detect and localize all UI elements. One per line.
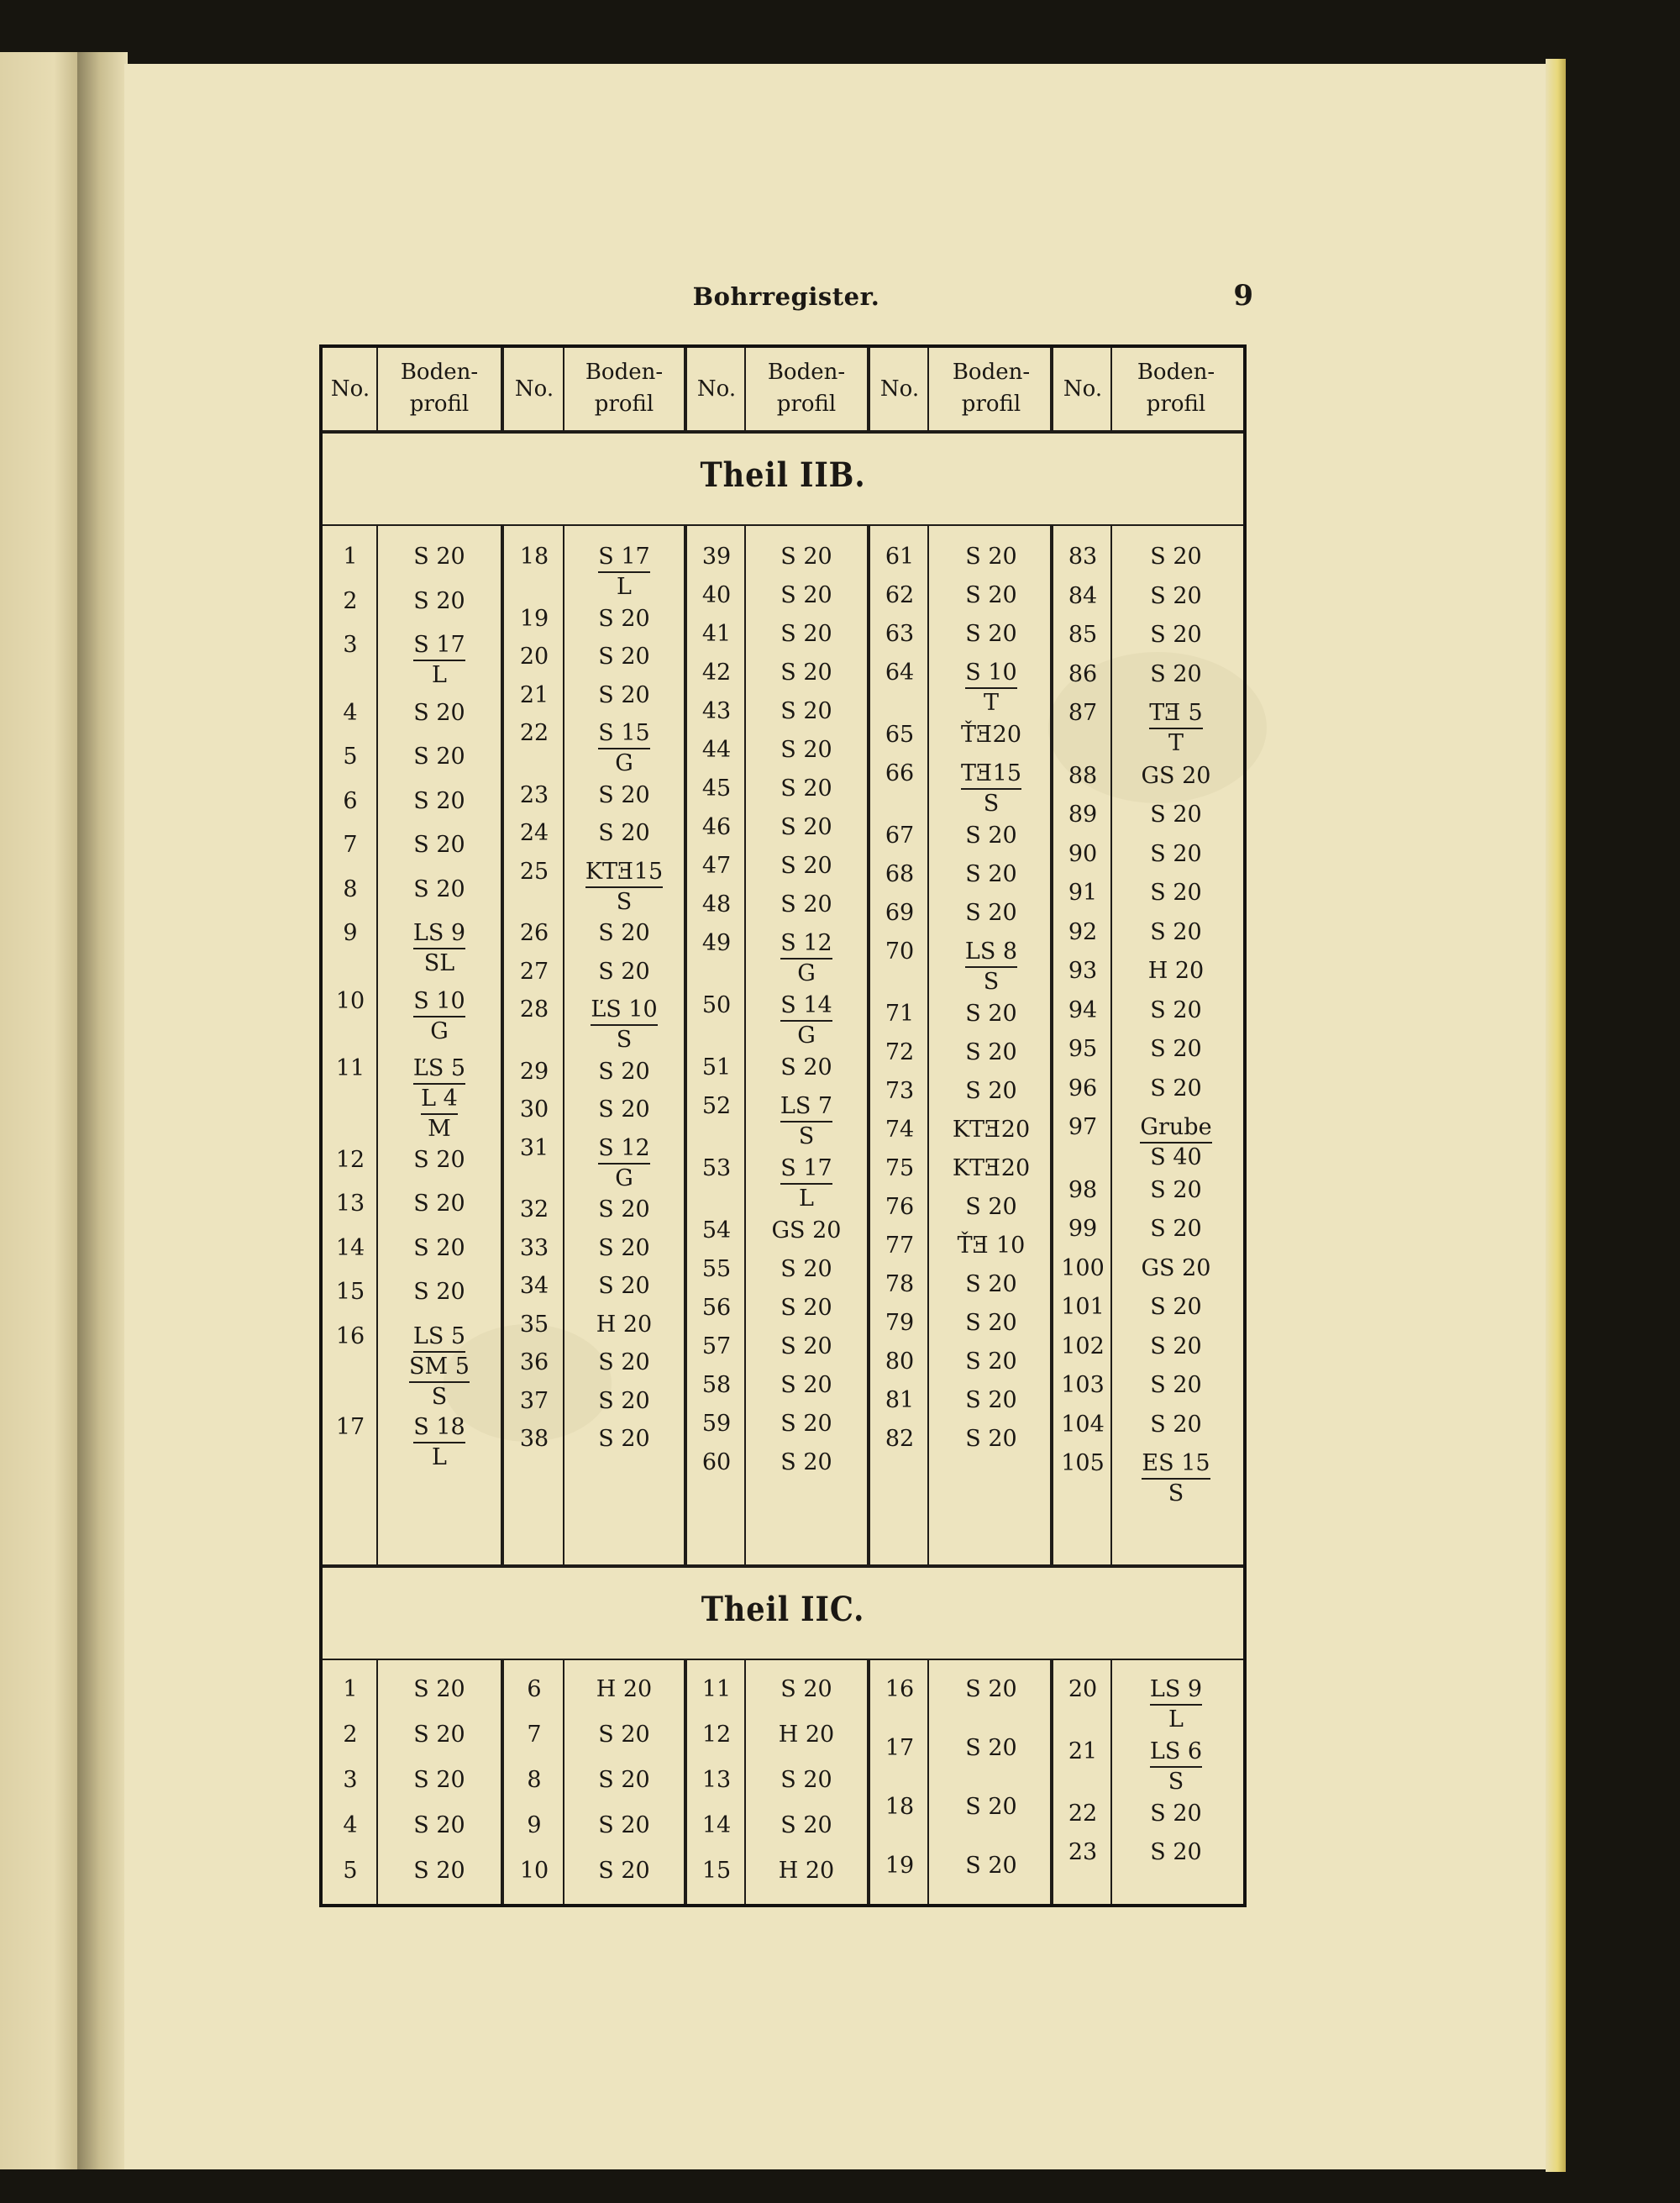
section-title-iib: Theil IIB. [700,455,866,495]
iic-row-number: 3 [343,1767,358,1793]
iib-bodenprofil-value: S 20 [780,776,832,802]
iib-bodenprofil-value: S 20 [965,1039,1017,1065]
iib-row-number: 45 [701,776,732,802]
iib-bodenprofil-value: LS 9 SL [412,920,466,976]
iib-row-number: 60 [701,1449,732,1475]
iib-row-number: 46 [701,814,732,840]
iib-row-number: 4 [343,699,358,726]
iib-bodenprofil-value: S 20 [598,1387,650,1414]
iib-bodenprofil-value: S 20 [598,1058,650,1085]
iib-row-number: 12 [335,1146,365,1173]
iic-bodenprofil-value: S 20 [1150,1801,1202,1827]
iib-bodenprofil-value: S 20 [780,891,832,917]
iib-bodenprofil-value: S 20 [413,875,465,902]
iib-row-number: 9 [343,920,358,946]
iib-bodenprofil-value: S 20 [598,1426,650,1452]
iib-row-number: 2 [343,587,358,614]
iib-bodenprofil-value: S 20 [965,1387,1017,1413]
iib-row-number: 18 [519,544,549,570]
iib-row-number: 80 [885,1349,915,1375]
iib-row-number: 33 [519,1234,549,1261]
iib-bodenprofil-value: S 20 [598,958,650,985]
iib-bodenprofil-value: S 20 [780,660,832,686]
iib-bodenprofil-value: S 20 [598,1349,650,1375]
iib-row-number: 103 [1061,1372,1105,1398]
book-gutter [77,52,128,2169]
iic-bodenprofil-value: S 20 [413,1858,465,1884]
iib-row-number: 49 [701,930,732,956]
iib-bodenprofil-value: S 20 [780,814,832,840]
iib-bodenprofil-value: S 20 [780,1054,832,1080]
iib-bodenprofil-value: Grube S 40 [1140,1114,1212,1170]
iib-bodenprofil-value: S 20 [780,853,832,879]
iib-bodenprofil-value: H 20 [1147,958,1205,984]
iib-bodenprofil-value: S 17 L [413,632,465,688]
iib-row-number: 71 [885,1001,915,1027]
iib-row-number: 43 [701,698,732,724]
iib-bodenprofil-value: S 20 [598,920,650,946]
iib-row-number: 82 [885,1426,915,1452]
iib-row-number: 47 [701,853,732,879]
header-no-2: No. [514,376,554,402]
iib-bodenprofil-value: S 20 [1150,1333,1202,1359]
iic-row-number: 15 [701,1858,732,1884]
iib-bodenprofil-value: GS 20 [1141,762,1211,789]
iib-bodenprofil-value: KTƎ20 [952,1117,1031,1143]
iic-bodenprofil-value: LS 9 L [1149,1676,1203,1732]
iib-row-number: 73 [885,1078,915,1104]
iib-row-number: 51 [701,1054,732,1080]
iib-row-number: 6 [343,787,358,814]
iic-bodenprofil-value: LS 6 S [1149,1738,1203,1795]
iib-row-number: 91 [1068,880,1098,906]
iib-bodenprofil-value: S 20 [1150,1036,1202,1062]
iib-bodenprofil-value: S 20 [413,587,465,614]
iic-bodenprofil-value: S 20 [598,1767,650,1793]
iib-row-number: 54 [701,1217,732,1243]
iib-bodenprofil-value: S 20 [1150,840,1202,867]
iib-bodenprofil-value: S 20 [598,1234,650,1261]
iib-row-number: 52 [701,1093,732,1119]
iib-row-number: 16 [335,1322,365,1349]
iib-bodenprofil-value: S 20 [598,781,650,808]
iib-row-number: 78 [885,1271,915,1297]
iib-row-number: 7 [343,832,358,858]
iib-bodenprofil-value: S 20 [780,1333,832,1359]
iib-row-number: 28 [519,996,549,1023]
iib-row-number: 65 [885,722,915,748]
iib-row-number: 5 [343,744,358,770]
iib-row-number: 36 [519,1349,549,1375]
iic-row-number: 6 [527,1676,542,1702]
iib-row-number: 59 [701,1411,732,1437]
iib-row-number: 3 [343,632,358,658]
iib-row-number: 101 [1061,1294,1105,1320]
iib-row-number: 89 [1068,802,1098,828]
header-no-4: No. [879,376,920,402]
iib-row-number: 15 [335,1279,365,1305]
iib-row-number: 41 [701,621,732,647]
iib-bodenprofil-value: S 20 [598,1096,650,1123]
iic-bodenprofil-value: H 20 [596,1676,653,1702]
iib-row-number: 63 [885,621,915,647]
iic-row-number: 21 [1068,1738,1098,1764]
iic-row-number: 22 [1068,1801,1098,1827]
header-bodenprofil-5: Boden- profil [1137,360,1215,417]
bohrregister-table [319,344,1247,1907]
iib-row-number: 21 [519,681,549,708]
iib-bodenprofil-value: S 20 [1150,622,1202,648]
iib-row-number: 37 [519,1387,549,1414]
iib-bodenprofil-value: S 12 G [780,930,832,986]
iib-bodenprofil-value: S 20 [965,1426,1017,1452]
iib-row-number: 100 [1061,1254,1105,1281]
iib-bodenprofil-value: S 20 [413,744,465,770]
iib-row-number: 75 [885,1155,915,1181]
iic-bodenprofil-value: S 20 [413,1767,465,1793]
iib-bodenprofil-value: S 10 T [965,660,1017,716]
iib-row-number: 94 [1068,996,1098,1023]
header-bodenprofil-2: Boden- profil [585,360,664,417]
iib-row-number: 105 [1061,1450,1105,1476]
iib-bodenprofil-value: S 20 [1150,802,1202,828]
iib-bodenprofil-value: ES 15 S [1142,1450,1210,1506]
iic-bodenprofil-value: H 20 [778,1722,835,1748]
iib-row-number: 104 [1061,1411,1105,1438]
page-header [319,279,1253,316]
iib-bodenprofil-value: GS 20 [1141,1254,1211,1281]
page-number: 9 [1233,279,1253,313]
iib-row-number: 62 [885,582,915,608]
iib-bodenprofil-value: ŤƎ 10 [957,1233,1026,1259]
iib-row-number: 96 [1068,1075,1098,1102]
iic-row-number: 9 [527,1812,542,1838]
iib-row-number: 31 [519,1134,549,1161]
iib-bodenprofil-value: S 17 L [780,1155,832,1212]
iic-row-number: 16 [885,1676,915,1702]
iib-row-number: 8 [343,875,358,902]
iib-row-number: 99 [1068,1216,1098,1242]
iib-row-number: 25 [519,858,549,885]
iib-row-number: 19 [519,605,549,632]
iib-row-number: 92 [1068,918,1098,945]
iib-row-number: 86 [1068,660,1098,687]
iib-row-number: 23 [519,781,549,808]
iib-row-number: 56 [701,1295,732,1321]
iib-row-number: 13 [335,1191,365,1217]
iib-bodenprofil-value: S 20 [780,1449,832,1475]
iib-bodenprofil-value: S 20 [780,737,832,763]
iic-row-number: 10 [519,1858,549,1884]
iib-row-number: 1 [343,544,358,570]
iib-bodenprofil-value: S 20 [1150,996,1202,1023]
iib-row-number: 10 [335,987,365,1014]
iib-bodenprofil-value: S 20 [413,832,465,858]
iib-bodenprofil-value: S 20 [413,1279,465,1305]
iib-bodenprofil-value: S 20 [1150,582,1202,609]
iib-bodenprofil-value: S 20 [965,621,1017,647]
iib-bodenprofil-value: S 20 [413,544,465,570]
iib-row-number: 88 [1068,762,1098,789]
iic-row-number: 20 [1068,1676,1098,1702]
iib-bodenprofil-value: S 20 [413,1146,465,1173]
iib-row-number: 30 [519,1096,549,1123]
iib-bodenprofil-value: S 20 [965,861,1017,887]
iib-bodenprofil-value: ŤƎ20 [960,722,1022,748]
iib-row-number: 40 [701,582,732,608]
iib-row-number: 77 [885,1233,915,1259]
iib-bodenprofil-value: S 20 [965,1078,1017,1104]
iib-bodenprofil-value: KTƎ20 [952,1155,1031,1181]
iib-bodenprofil-value: LS 7 S [780,1093,833,1149]
iib-bodenprofil-value: S 20 [598,605,650,632]
left-page-edge [0,52,77,2169]
iib-bodenprofil-value: KTƎ15 S [585,858,664,915]
header-bodenprofil-4: Boden- profil [952,360,1031,417]
iib-row-number: 48 [701,891,732,917]
iib-row-number: 74 [885,1117,915,1143]
iib-row-number: 61 [885,544,915,570]
iib-bodenprofil-value: S 20 [965,1194,1017,1220]
iic-bodenprofil-value: S 20 [413,1676,465,1702]
iib-row-number: 53 [701,1155,732,1181]
iib-bodenprofil-value: S 20 [598,1273,650,1299]
iib-bodenprofil-value: ĽS 5 L 4 M [412,1055,466,1142]
iib-row-number: 83 [1068,544,1098,570]
iic-bodenprofil-value: S 20 [965,1735,1017,1761]
iic-bodenprofil-value: S 20 [598,1812,650,1838]
iib-row-number: 66 [885,760,915,786]
iib-bodenprofil-value: LS 8 S [964,939,1018,995]
iib-bodenprofil-value: S 20 [965,1001,1017,1027]
iic-row-number: 4 [343,1812,358,1838]
iib-row-number: 95 [1068,1036,1098,1062]
iib-row-number: 85 [1068,622,1098,648]
iic-bodenprofil-value: S 20 [780,1767,832,1793]
iic-bodenprofil-value: S 20 [965,1794,1017,1820]
iib-bodenprofil-value: S 20 [1150,918,1202,945]
iib-bodenprofil-value: S 14 G [780,992,832,1049]
iib-bodenprofil-value: S 20 [1150,880,1202,906]
iic-row-number: 2 [343,1722,358,1748]
iib-row-number: 24 [519,820,549,846]
page-edge [1546,59,1566,2172]
iic-bodenprofil-value: S 20 [598,1722,650,1748]
iib-bodenprofil-value: S 20 [1150,1075,1202,1102]
iib-bodenprofil-value: S 20 [780,1372,832,1398]
iib-row-number: 98 [1068,1176,1098,1203]
iib-bodenprofil-value: GS 20 [771,1217,842,1243]
iib-bodenprofil-value: LS 5 SM 5 S [409,1322,470,1410]
iib-bodenprofil-value: S 20 [413,1234,465,1261]
iic-row-number: 19 [885,1853,915,1879]
section-title-iic: Theil IIC. [701,1590,865,1629]
iib-bodenprofil-value: S 17 L [598,544,650,600]
iib-row-number: 70 [885,939,915,965]
iib-bodenprofil-value: S 20 [1150,660,1202,687]
iic-row-number: 23 [1068,1839,1098,1865]
iib-bodenprofil-value: S 12 G [598,1134,650,1191]
iic-bodenprofil-value: S 20 [598,1858,650,1884]
header-bodenprofil-1: Boden- profil [400,360,479,417]
iib-row-number: 68 [885,861,915,887]
iib-bodenprofil-value: S 20 [780,1256,832,1282]
iic-row-number: 7 [527,1722,542,1748]
iib-bodenprofil-value: S 20 [413,699,465,726]
iic-row-number: 18 [885,1794,915,1820]
iic-row-number: 12 [701,1722,732,1748]
iic-bodenprofil-value: S 20 [780,1812,832,1838]
iib-bodenprofil-value: S 20 [1150,544,1202,570]
iib-row-number: 22 [519,720,549,746]
iib-bodenprofil-value: S 20 [598,644,650,670]
iib-row-number: 39 [701,544,732,570]
iib-bodenprofil-value: S 20 [780,698,832,724]
iic-row-number: 8 [527,1767,542,1793]
iib-bodenprofil-value: S 18 L [413,1414,465,1470]
iib-bodenprofil-value: S 20 [1150,1176,1202,1203]
iib-row-number: 69 [885,900,915,926]
iib-bodenprofil-value: ĽS 10 S [591,996,658,1053]
iic-row-number: 17 [885,1735,915,1761]
iic-row-number: 11 [701,1676,732,1702]
iib-row-number: 64 [885,660,915,686]
header-no-1: No. [330,376,370,402]
iib-bodenprofil-value: S 20 [780,1411,832,1437]
running-head: Bohrregister. [692,282,880,311]
iib-row-number: 93 [1068,958,1098,984]
iib-bodenprofil-value: S 20 [598,1196,650,1222]
iib-bodenprofil-value: S 20 [965,823,1017,849]
iib-row-number: 34 [519,1273,549,1299]
iib-bodenprofil-value: S 20 [965,544,1017,570]
iib-bodenprofil-value: H 20 [596,1311,653,1338]
iib-row-number: 11 [335,1055,365,1081]
iib-row-number: 87 [1068,700,1098,726]
iib-bodenprofil-value: S 20 [965,582,1017,608]
iib-row-number: 38 [519,1426,549,1452]
iib-row-number: 76 [885,1194,915,1220]
iib-bodenprofil-value: S 10 G [413,987,465,1044]
iib-row-number: 55 [701,1256,732,1282]
iib-bodenprofil-value: S 20 [780,1295,832,1321]
iib-bodenprofil-value: S 20 [965,900,1017,926]
iic-row-number: 14 [701,1812,732,1838]
iib-row-number: 17 [335,1414,365,1440]
iic-bodenprofil-value: S 20 [965,1676,1017,1702]
iib-bodenprofil-value: S 15 G [598,720,650,776]
iib-row-number: 72 [885,1039,915,1065]
iib-row-number: 67 [885,823,915,849]
iib-bodenprofil-value: S 20 [598,820,650,846]
iib-row-number: 50 [701,992,732,1018]
iib-row-number: 20 [519,644,549,670]
iib-row-number: 97 [1068,1114,1098,1140]
iib-row-number: 14 [335,1234,365,1261]
iic-row-number: 1 [343,1676,358,1702]
iib-bodenprofil-value: S 20 [965,1271,1017,1297]
iic-bodenprofil-value: S 20 [1150,1839,1202,1865]
iib-bodenprofil-value: TƎ15 S [960,760,1022,817]
iib-row-number: 58 [701,1372,732,1398]
iic-bodenprofil-value: S 20 [413,1722,465,1748]
iib-row-number: 26 [519,920,549,946]
iib-bodenprofil-value: S 20 [965,1349,1017,1375]
header-bodenprofil-3: Boden- profil [767,360,846,417]
iib-row-number: 84 [1068,582,1098,609]
iic-bodenprofil-value: S 20 [413,1812,465,1838]
iib-row-number: 57 [701,1333,732,1359]
iib-row-number: 29 [519,1058,549,1085]
iib-bodenprofil-value: S 20 [1150,1372,1202,1398]
iib-row-number: 79 [885,1310,915,1336]
iib-bodenprofil-value: S 20 [1150,1294,1202,1320]
iib-row-number: 44 [701,737,732,763]
iib-row-number: 27 [519,958,549,985]
iib-bodenprofil-value: S 20 [780,621,832,647]
iib-bodenprofil-value: TƎ 5 T [1149,700,1203,756]
iib-bodenprofil-value: S 20 [965,1310,1017,1336]
iib-bodenprofil-value: S 20 [780,582,832,608]
header-no-5: No. [1063,376,1103,402]
iib-row-number: 32 [519,1196,549,1222]
iic-row-number: 5 [343,1858,358,1884]
iib-row-number: 102 [1061,1333,1105,1359]
iib-bodenprofil-value: S 20 [598,681,650,708]
iib-bodenprofil-value: S 20 [1150,1411,1202,1438]
iib-row-number: 81 [885,1387,915,1413]
iib-row-number: 90 [1068,840,1098,867]
iic-bodenprofil-value: H 20 [778,1858,835,1884]
iic-bodenprofil-value: S 20 [780,1676,832,1702]
iic-row-number: 13 [701,1767,732,1793]
iib-bodenprofil-value: S 20 [413,1191,465,1217]
iic-bodenprofil-value: S 20 [965,1853,1017,1879]
iib-row-number: 42 [701,660,732,686]
iib-bodenprofil-value: S 20 [1150,1216,1202,1242]
header-no-3: No. [696,376,737,402]
iib-bodenprofil-value: S 20 [413,787,465,814]
iib-row-number: 35 [519,1311,549,1338]
iib-bodenprofil-value: S 20 [780,544,832,570]
